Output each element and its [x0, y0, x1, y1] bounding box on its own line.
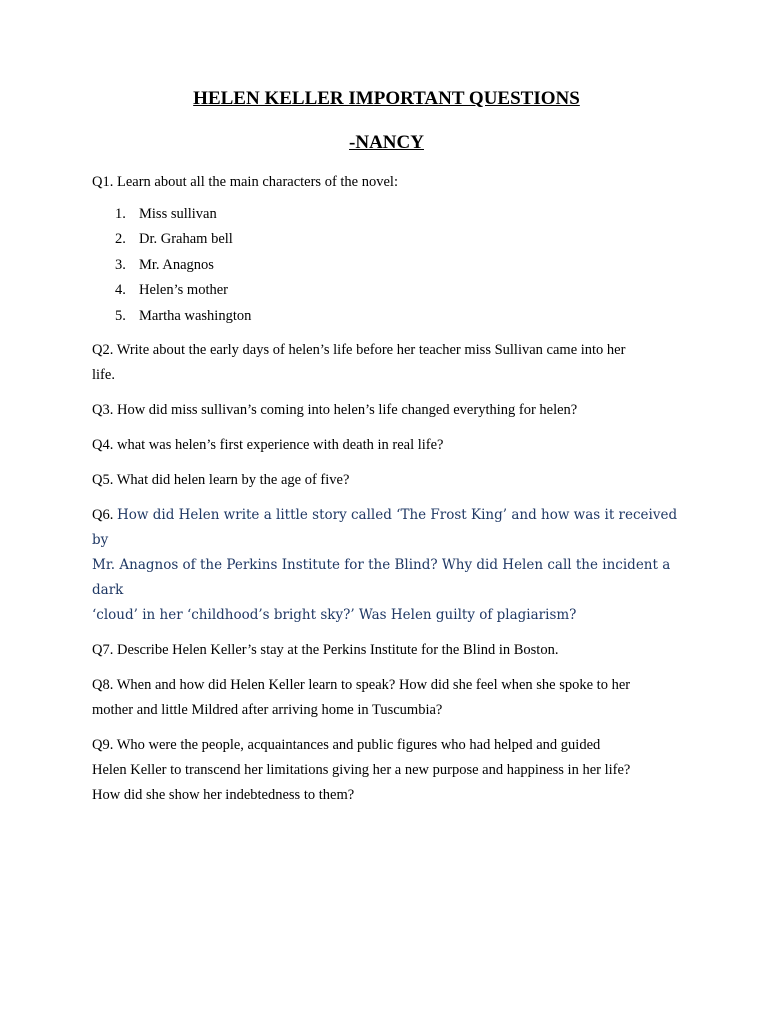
list-item: [92, 278, 678, 303]
question-6-line-3: ‘cloud’ in her ‘childhood’s bright sky?’ Was Helen guilty of plagiarism?: [92, 607, 577, 624]
list-item-number: 1.: [115, 206, 126, 222]
question-6: [92, 503, 678, 628]
list-item-label: Miss sullivan: [139, 206, 217, 222]
list-item: [92, 304, 678, 329]
list-item-label: Helen’s mother: [139, 282, 228, 299]
list-item-number: 3.: [115, 256, 126, 273]
character-list: [92, 202, 678, 329]
document-title: HELEN KELLER IMPORTANT QUESTIONS: [193, 88, 580, 109]
question-6-prefix: Q6.: [92, 507, 117, 524]
question-8-line-2: mother and little Mildred after arriving home in Tuscumbia?: [92, 702, 443, 719]
list-item-label: Dr. Graham bell: [139, 231, 233, 248]
list-item-number: 2.: [115, 231, 126, 248]
question-2-line-2: life.: [92, 367, 115, 384]
question-6-line-1: How did Helen write a little story called ‘The Frost King’ and how was it received by: [92, 507, 678, 549]
question-9: [92, 733, 678, 808]
list-item-label: Mr. Anagnos: [139, 256, 214, 273]
list-item: [92, 202, 678, 227]
question-3: Q3. How did miss sullivan’s coming into helen’s life changed everything for helen?: [92, 402, 578, 419]
author-name: -NANCY: [349, 132, 424, 153]
question-5: Q5. What did helen learn by the age of five?: [92, 472, 350, 489]
question-4: Q4. what was helen’s first experience with death in real life?: [92, 437, 444, 454]
question-6-line-2: Mr. Anagnos of the Perkins Institute for the Blind? Why did Helen call the incident a dark: [92, 557, 671, 599]
question-9-line-2: Helen Keller to transcend her limitations giving her a new purpose and happiness in her life?: [92, 762, 631, 779]
question-2-line-1: Q2. Write about the early days of helen’s life before her teacher miss Sullivan came into her: [92, 342, 626, 359]
question-9-line-1: Q9. Who were the people, acquaintances and public figures who had helped and guided: [92, 737, 601, 754]
list-item: [92, 253, 678, 278]
question-7: Q7. Describe Helen Keller’s stay at the Perkins Institute for the Blind in Boston.: [92, 642, 559, 659]
question-8-line-1: Q8. When and how did Helen Keller learn to speak? How did she feel when she spoke to her: [92, 677, 631, 694]
list-item-number: 5.: [115, 307, 126, 324]
list-item-label: Martha washington: [139, 307, 252, 324]
list-item-number: 4.: [115, 282, 126, 299]
question-9-line-3: How did she show her indebtedness to them?: [92, 787, 355, 804]
question-1: Q1. Learn about all the main characters of the novel:: [92, 174, 398, 190]
question-8: [92, 673, 678, 723]
question-2: [92, 338, 678, 388]
list-item: [92, 227, 678, 252]
